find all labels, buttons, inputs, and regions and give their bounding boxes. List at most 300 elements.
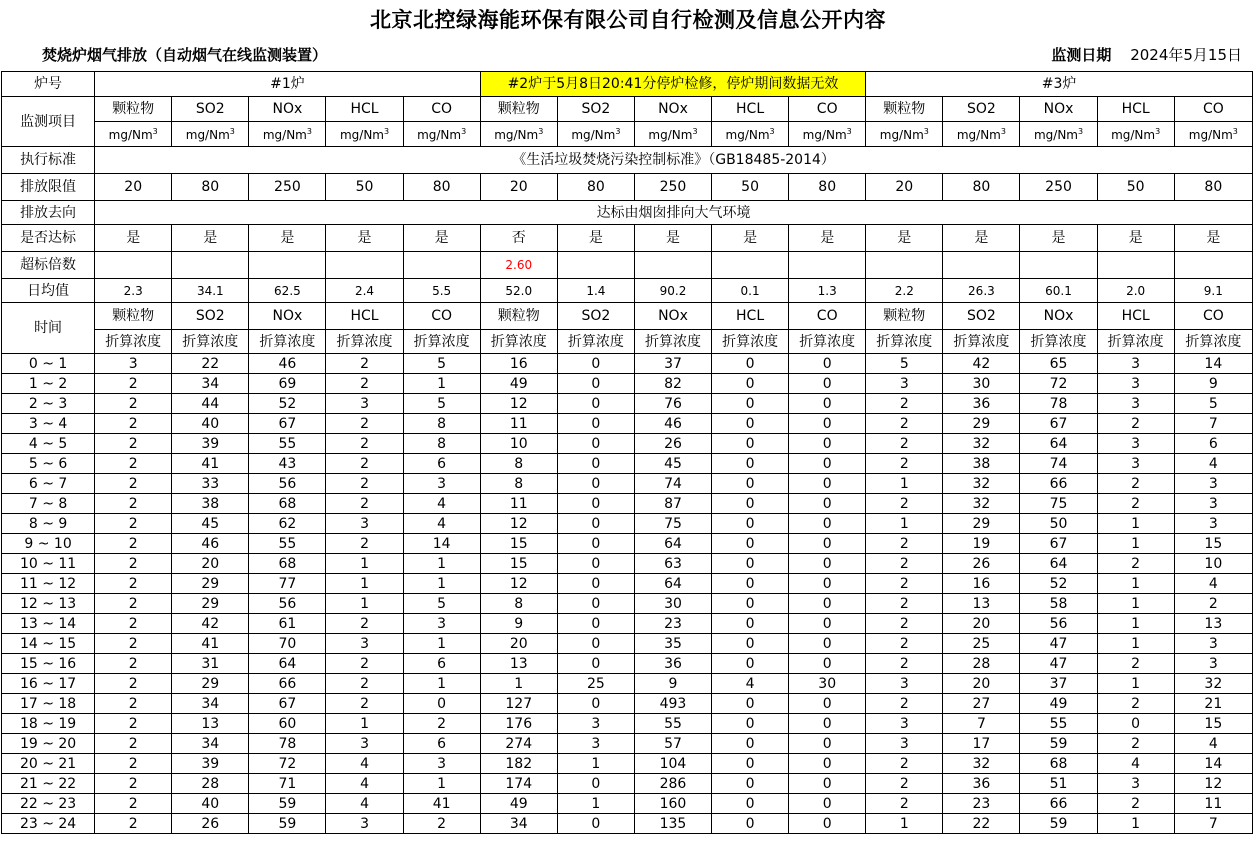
hour-value: 16 xyxy=(480,354,557,374)
hour-row xyxy=(2,594,1253,614)
hour-time: 6 ~ 7 xyxy=(2,474,95,494)
converted-conc-header: 折算浓度 xyxy=(403,330,480,354)
hour-value: 2 xyxy=(95,654,172,674)
destination-text: 达标由烟囱排向大气环境 xyxy=(95,201,1253,225)
monitor-date xyxy=(1051,44,1242,65)
daily-avg-value: 26.3 xyxy=(943,279,1020,303)
hour-value: 8 xyxy=(480,454,557,474)
limit-value: 250 xyxy=(634,174,711,201)
hour-time: 12 ~ 13 xyxy=(2,594,95,614)
hour-time: 17 ~ 18 xyxy=(2,694,95,714)
hour-value: 0 xyxy=(712,814,789,834)
hour-row xyxy=(2,374,1253,394)
hour-value: 14 xyxy=(1174,354,1252,374)
time-pollutant-header: SO2 xyxy=(172,303,249,330)
hour-value: 12 xyxy=(480,574,557,594)
converted-conc-header: 折算浓度 xyxy=(95,330,172,354)
hour-value: 2 xyxy=(95,674,172,694)
hour-value: 2 xyxy=(95,594,172,614)
limit-value: 20 xyxy=(480,174,557,201)
hour-value: 66 xyxy=(1020,474,1097,494)
hour-value: 65 xyxy=(1020,354,1097,374)
hour-value: 20 xyxy=(172,554,249,574)
hour-value: 2 xyxy=(95,734,172,754)
hour-value: 2 xyxy=(95,374,172,394)
hour-value: 9 xyxy=(1174,374,1252,394)
hour-value: 68 xyxy=(249,554,326,574)
hour-value: 1 xyxy=(1097,674,1174,694)
exceed-value xyxy=(326,252,403,279)
compliance-label: 是否达标 xyxy=(2,225,95,252)
hour-row xyxy=(2,794,1253,814)
hour-value: 36 xyxy=(943,774,1020,794)
unit-exponent: 3 xyxy=(1232,126,1238,136)
hour-value: 0 xyxy=(557,414,634,434)
compliance-value: 是 xyxy=(634,225,711,252)
hour-value: 0 xyxy=(789,734,866,754)
hour-row xyxy=(2,534,1253,554)
hour-value: 2 xyxy=(1097,414,1174,434)
hour-value: 2 xyxy=(866,654,943,674)
hour-value: 29 xyxy=(943,414,1020,434)
hour-value: 1 xyxy=(1097,814,1174,834)
monitor-item-label: 监测项目 xyxy=(2,97,95,147)
hour-value: 20 xyxy=(480,634,557,654)
time-pollutant-header: CO xyxy=(789,303,866,330)
hour-value: 3 xyxy=(326,394,403,414)
unit-exponent: 3 xyxy=(383,126,390,136)
hour-value: 25 xyxy=(557,674,634,694)
hour-time: 4 ~ 5 xyxy=(2,434,95,454)
compliance-value: 是 xyxy=(866,225,943,252)
hour-value: 43 xyxy=(249,454,326,474)
hour-value: 0 xyxy=(557,374,634,394)
hour-value: 160 xyxy=(634,794,711,814)
hour-value: 1 xyxy=(326,594,403,614)
hour-time: 15 ~ 16 xyxy=(2,654,95,674)
hour-value: 2 xyxy=(866,394,943,414)
compliance-value: 是 xyxy=(789,225,866,252)
hour-value: 4 xyxy=(326,754,403,774)
time-pollutant-header: HCL xyxy=(712,303,789,330)
hour-value: 75 xyxy=(1020,494,1097,514)
hour-value: 29 xyxy=(172,574,249,594)
hour-value: 2 xyxy=(866,434,943,454)
hour-value: 1 xyxy=(403,554,480,574)
hour-value: 40 xyxy=(172,414,249,434)
limit-value: 80 xyxy=(403,174,480,201)
furnace-no-label: 炉号 xyxy=(2,72,95,97)
hour-value: 2 xyxy=(866,494,943,514)
hour-value: 2 xyxy=(95,454,172,474)
pollutant-header: HCL xyxy=(1097,97,1174,122)
time-pollutant-header: HCL xyxy=(1097,303,1174,330)
hour-value: 14 xyxy=(1174,754,1252,774)
hour-value: 56 xyxy=(249,474,326,494)
hour-value: 0 xyxy=(789,574,866,594)
hour-value: 0 xyxy=(712,494,789,514)
limit-value: 80 xyxy=(789,174,866,201)
exceed-value xyxy=(403,252,480,279)
hour-time: 0 ~ 1 xyxy=(2,354,95,374)
hour-value: 11 xyxy=(480,494,557,514)
unit-text: mg/Nm xyxy=(494,127,539,142)
hour-value: 0 xyxy=(557,774,634,794)
hour-value: 176 xyxy=(480,714,557,734)
hour-value: 12 xyxy=(480,394,557,414)
hour-value: 11 xyxy=(1174,794,1252,814)
furnace-2-notice: #2炉于5月8日20:41分停炉检修，停炉期间数据无效 xyxy=(480,72,866,97)
hour-value: 82 xyxy=(634,374,711,394)
hour-value: 72 xyxy=(249,754,326,774)
hour-value: 2 xyxy=(1174,594,1252,614)
hour-value: 27 xyxy=(943,694,1020,714)
unit-text: mg/Nm xyxy=(648,127,693,142)
hour-value: 2 xyxy=(95,694,172,714)
hour-value: 3 xyxy=(326,514,403,534)
hour-value: 174 xyxy=(480,774,557,794)
hour-value: 37 xyxy=(1020,674,1097,694)
hour-value: 42 xyxy=(172,614,249,634)
hour-value: 3 xyxy=(557,714,634,734)
hour-value: 2 xyxy=(866,414,943,434)
hour-value: 78 xyxy=(1020,394,1097,414)
destination-label: 排放去向 xyxy=(2,201,95,225)
hour-value: 2 xyxy=(403,814,480,834)
daily-avg-value: 34.1 xyxy=(172,279,249,303)
hour-value: 59 xyxy=(249,814,326,834)
unit-exponent: 3 xyxy=(306,126,312,136)
unit-text: mg/Nm xyxy=(725,127,770,142)
unit-exponent: 3 xyxy=(846,126,852,136)
hour-time: 16 ~ 17 xyxy=(2,674,95,694)
hour-value: 8 xyxy=(403,414,480,434)
hour-value: 44 xyxy=(172,394,249,414)
hour-value: 64 xyxy=(249,654,326,674)
hour-value: 2 xyxy=(95,514,172,534)
hour-value: 3 xyxy=(1174,514,1252,534)
hour-value: 15 xyxy=(480,534,557,554)
hour-value: 2 xyxy=(95,794,172,814)
hour-value: 0 xyxy=(789,594,866,614)
hour-value: 1 xyxy=(403,774,480,794)
hour-row xyxy=(2,814,1253,834)
hour-value: 17 xyxy=(943,734,1020,754)
hour-value: 69 xyxy=(249,374,326,394)
hour-value: 2 xyxy=(866,574,943,594)
hour-value: 4 xyxy=(403,494,480,514)
hour-value: 87 xyxy=(634,494,711,514)
standard-text: 《生活垃圾焚烧污染控制标准》（GB18485-2014） xyxy=(95,147,1253,174)
hour-value: 39 xyxy=(172,754,249,774)
daily-avg-value: 62.5 xyxy=(249,279,326,303)
hour-time: 8 ~ 9 xyxy=(2,514,95,534)
hour-value: 55 xyxy=(249,434,326,454)
unit-cell xyxy=(1174,122,1252,147)
hour-value: 6 xyxy=(403,654,480,674)
hour-value: 2 xyxy=(1097,694,1174,714)
hour-value: 0 xyxy=(789,374,866,394)
hour-value: 46 xyxy=(249,354,326,374)
hour-value: 3 xyxy=(866,734,943,754)
hour-value: 3 xyxy=(403,614,480,634)
hour-value: 21 xyxy=(1174,694,1252,714)
hour-value: 0 xyxy=(712,534,789,554)
unit-exponent: 3 xyxy=(538,126,544,136)
daily-avg-value: 60.1 xyxy=(1020,279,1097,303)
hour-value: 2 xyxy=(95,554,172,574)
hour-time: 19 ~ 20 xyxy=(2,734,95,754)
unit-exponent: 3 xyxy=(923,126,929,136)
unit-cell xyxy=(1020,122,1097,147)
hour-value: 5 xyxy=(403,354,480,374)
hour-row xyxy=(2,774,1253,794)
hour-value: 75 xyxy=(634,514,711,534)
hour-value: 55 xyxy=(249,534,326,554)
hour-value: 4 xyxy=(1097,754,1174,774)
hour-value: 32 xyxy=(943,434,1020,454)
hour-value: 32 xyxy=(943,494,1020,514)
hour-row xyxy=(2,554,1253,574)
hour-value: 0 xyxy=(712,754,789,774)
hour-value: 3 xyxy=(326,634,403,654)
hour-value: 0 xyxy=(789,434,866,454)
converted-conc-header: 折算浓度 xyxy=(866,330,943,354)
hour-value: 182 xyxy=(480,754,557,774)
hour-value: 14 xyxy=(403,534,480,554)
hour-value: 2 xyxy=(326,654,403,674)
unit-text: mg/Nm xyxy=(802,127,847,142)
hour-value: 2 xyxy=(326,374,403,394)
hour-value: 41 xyxy=(172,634,249,654)
pollutant-header: NOx xyxy=(634,97,711,122)
converted-conc-header: 折算浓度 xyxy=(249,330,326,354)
hour-value: 0 xyxy=(557,474,634,494)
hour-value: 0 xyxy=(789,654,866,674)
hour-value: 3 xyxy=(95,354,172,374)
daily-avg-value: 2.4 xyxy=(326,279,403,303)
hour-value: 64 xyxy=(1020,434,1097,454)
hour-value: 2 xyxy=(95,394,172,414)
exceed-value xyxy=(1020,252,1097,279)
hour-value: 3 xyxy=(326,734,403,754)
hour-value: 8 xyxy=(480,594,557,614)
converted-conc-header: 折算浓度 xyxy=(172,330,249,354)
hour-value: 0 xyxy=(712,454,789,474)
hour-value: 2 xyxy=(866,534,943,554)
unit-exponent: 3 xyxy=(769,126,775,136)
hour-time: 3 ~ 4 xyxy=(2,414,95,434)
hour-value: 35 xyxy=(634,634,711,654)
hour-value: 0 xyxy=(789,394,866,414)
hour-value: 2 xyxy=(326,474,403,494)
hour-value: 5 xyxy=(1174,394,1252,414)
time-label: 时间 xyxy=(2,303,95,354)
hour-row xyxy=(2,714,1253,734)
daily-avg-value: 90.2 xyxy=(634,279,711,303)
compliance-value: 是 xyxy=(403,225,480,252)
hour-time: 9 ~ 10 xyxy=(2,534,95,554)
hour-value: 0 xyxy=(789,614,866,634)
unit-text: mg/Nm xyxy=(1188,127,1233,142)
hour-value: 34 xyxy=(480,814,557,834)
hour-value: 56 xyxy=(1020,614,1097,634)
hour-value: 32 xyxy=(943,754,1020,774)
hour-value: 3 xyxy=(403,754,480,774)
hour-value: 2 xyxy=(95,474,172,494)
converted-conc-header: 折算浓度 xyxy=(1097,330,1174,354)
hour-value: 49 xyxy=(1020,694,1097,714)
hour-value: 0 xyxy=(712,654,789,674)
hour-value: 2 xyxy=(866,454,943,474)
unit-exponent: 3 xyxy=(152,126,158,136)
hour-value: 1 xyxy=(1097,534,1174,554)
exceed-value xyxy=(712,252,789,279)
hour-value: 42 xyxy=(943,354,1020,374)
hour-value: 2 xyxy=(1097,554,1174,574)
hour-value: 68 xyxy=(249,494,326,514)
hour-value: 5 xyxy=(866,354,943,374)
hour-value: 47 xyxy=(1020,634,1097,654)
hour-value: 2 xyxy=(866,634,943,654)
unit-text: mg/Nm xyxy=(108,127,153,142)
section-subtitle: 焚烧炉烟气排放（自动烟气在线监测装置） xyxy=(42,46,328,64)
hour-value: 0 xyxy=(712,774,789,794)
hour-value: 1 xyxy=(557,794,634,814)
hour-value: 59 xyxy=(1020,734,1097,754)
hour-value: 28 xyxy=(172,774,249,794)
hour-value: 1 xyxy=(866,514,943,534)
hour-value: 26 xyxy=(943,554,1020,574)
hour-value: 15 xyxy=(480,554,557,574)
hour-value: 8 xyxy=(480,474,557,494)
hour-value: 135 xyxy=(634,814,711,834)
converted-conc-header: 折算浓度 xyxy=(789,330,866,354)
time-pollutant-header: NOx xyxy=(1020,303,1097,330)
pollutant-header: HCL xyxy=(326,97,403,122)
compliance-value: 是 xyxy=(1174,225,1252,252)
hour-value: 3 xyxy=(866,674,943,694)
hour-value: 2 xyxy=(95,774,172,794)
hour-value: 3 xyxy=(1174,494,1252,514)
limit-value: 250 xyxy=(1020,174,1097,201)
hour-value: 0 xyxy=(712,714,789,734)
hour-value: 38 xyxy=(172,494,249,514)
hour-row xyxy=(2,394,1253,414)
daily-avg-value: 2.0 xyxy=(1097,279,1174,303)
hour-value: 74 xyxy=(1020,454,1097,474)
hour-value: 3 xyxy=(866,374,943,394)
hour-value: 5 xyxy=(403,394,480,414)
hour-value: 4 xyxy=(326,794,403,814)
hour-value: 2 xyxy=(95,714,172,734)
hour-value: 2 xyxy=(1097,654,1174,674)
hour-row xyxy=(2,654,1253,674)
hour-value: 0 xyxy=(789,414,866,434)
hour-value: 3 xyxy=(1174,474,1252,494)
hour-value: 55 xyxy=(1020,714,1097,734)
hour-value: 30 xyxy=(789,674,866,694)
hour-value: 0 xyxy=(712,614,789,634)
hour-value: 66 xyxy=(249,674,326,694)
hour-value: 1 xyxy=(403,634,480,654)
hour-time: 10 ~ 11 xyxy=(2,554,95,574)
hour-value: 74 xyxy=(634,474,711,494)
hour-value: 0 xyxy=(712,574,789,594)
date-value: 2024年5月15日 xyxy=(1130,46,1242,64)
hour-row xyxy=(2,414,1253,434)
limit-label: 排放限值 xyxy=(2,174,95,201)
hour-time: 7 ~ 8 xyxy=(2,494,95,514)
hour-value: 78 xyxy=(249,734,326,754)
unit-exponent: 3 xyxy=(461,126,467,136)
limit-value: 80 xyxy=(943,174,1020,201)
hour-value: 1 xyxy=(326,554,403,574)
hour-value: 32 xyxy=(943,474,1020,494)
hour-row xyxy=(2,574,1253,594)
hour-value: 0 xyxy=(789,454,866,474)
hour-value: 3 xyxy=(326,814,403,834)
hour-value: 41 xyxy=(172,454,249,474)
exceed-label: 超标倍数 xyxy=(2,252,95,279)
hour-value: 6 xyxy=(403,454,480,474)
hour-value: 11 xyxy=(480,414,557,434)
compliance-value: 是 xyxy=(1020,225,1097,252)
hour-value: 2 xyxy=(866,774,943,794)
hour-value: 2 xyxy=(95,814,172,834)
hour-value: 2 xyxy=(95,494,172,514)
hour-row xyxy=(2,674,1253,694)
hour-value: 1 xyxy=(1097,594,1174,614)
hour-value: 26 xyxy=(172,814,249,834)
hour-value: 0 xyxy=(712,394,789,414)
hour-value: 6 xyxy=(403,734,480,754)
hour-value: 10 xyxy=(1174,554,1252,574)
hour-value: 2 xyxy=(326,354,403,374)
hour-value: 67 xyxy=(1020,534,1097,554)
time-pollutant-header: NOx xyxy=(249,303,326,330)
hour-value: 1 xyxy=(326,714,403,734)
hour-value: 3 xyxy=(557,734,634,754)
hour-value: 3 xyxy=(1097,374,1174,394)
hour-value: 41 xyxy=(403,794,480,814)
hour-time: 22 ~ 23 xyxy=(2,794,95,814)
hour-value: 39 xyxy=(172,434,249,454)
hour-value: 0 xyxy=(1097,714,1174,734)
hour-value: 0 xyxy=(789,794,866,814)
unit-cell xyxy=(95,122,172,147)
hour-value: 0 xyxy=(712,634,789,654)
hour-value: 72 xyxy=(1020,374,1097,394)
limit-value: 80 xyxy=(557,174,634,201)
hour-value: 67 xyxy=(249,414,326,434)
hour-value: 9 xyxy=(634,674,711,694)
hour-value: 2 xyxy=(326,434,403,454)
hour-value: 1 xyxy=(866,814,943,834)
unit-cell xyxy=(789,122,866,147)
unit-exponent: 3 xyxy=(692,126,698,136)
time-pollutant-header: 颗粒物 xyxy=(95,303,172,330)
hour-value: 3 xyxy=(1097,394,1174,414)
hour-value: 64 xyxy=(1020,554,1097,574)
hour-value: 64 xyxy=(634,534,711,554)
hour-value: 7 xyxy=(943,714,1020,734)
hour-value: 0 xyxy=(557,654,634,674)
hour-value: 29 xyxy=(172,674,249,694)
hour-value: 66 xyxy=(1020,794,1097,814)
hour-value: 36 xyxy=(634,654,711,674)
compliance-value: 否 xyxy=(480,225,557,252)
